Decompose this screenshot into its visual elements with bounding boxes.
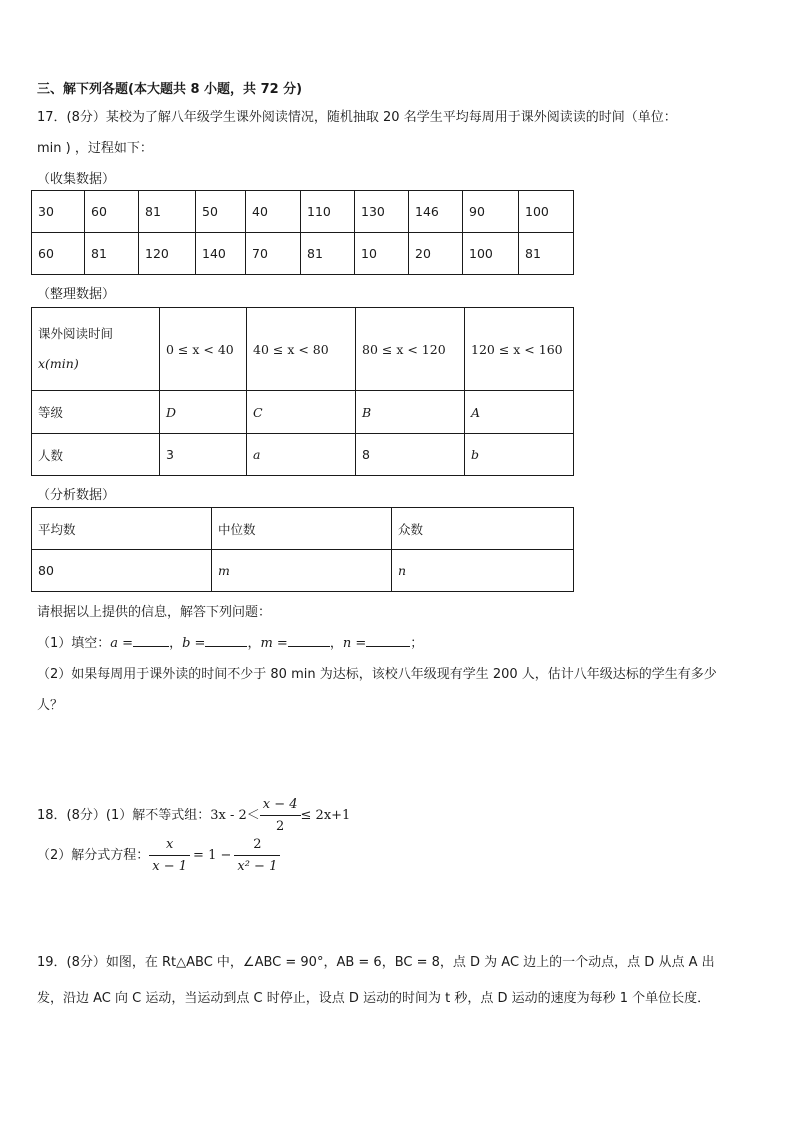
part1-prefix: （1）填空：	[37, 636, 111, 651]
q17-part1: （1）填空：a = ，b = ，m = ，n = ；	[37, 636, 424, 651]
range-cell: 120 ≤ x < 160	[465, 308, 574, 391]
count-cell: b	[465, 434, 574, 476]
fraction-denominator: 2	[276, 819, 285, 834]
table-cell: 81	[301, 233, 355, 275]
table-row	[32, 191, 574, 233]
organize-data-label: （整理数据）	[37, 287, 116, 302]
range-cell: 80 ≤ x < 120	[356, 308, 465, 391]
collect-data-table	[31, 190, 574, 275]
count-cell: a	[247, 434, 356, 476]
fraction-numerator: x − 4	[260, 796, 301, 816]
q18-line2	[37, 836, 280, 876]
table-cell: 70	[246, 233, 301, 275]
fraction-numerator: x	[149, 836, 190, 856]
table-cell: 130	[355, 191, 409, 233]
count-label: 人数	[32, 434, 160, 476]
table-row	[32, 434, 574, 476]
table-row	[32, 508, 574, 550]
table-cell: 40	[246, 191, 301, 233]
q18-line1	[37, 796, 350, 836]
var-m-label: m =	[260, 636, 288, 651]
table-cell: 80	[32, 550, 212, 592]
table-cell: 146	[409, 191, 463, 233]
q17-part2-line1: （2）如果每周用于课外读的时间不少于 80 min 为达标，该校八年级现有学生 200 人，估计八年级达标的学生有多少	[37, 667, 717, 682]
blank-m[interactable]	[288, 634, 330, 647]
table-cell: 90	[463, 191, 519, 233]
q18-line2-prefix: （2）解分式方程：	[37, 848, 150, 863]
table-cell: 10	[355, 233, 409, 275]
organize-data-table	[31, 307, 574, 476]
table-header-cell: 中位数	[212, 508, 392, 550]
q17-prompt: 请根据以上提供的信息，解答下列问题：	[37, 605, 272, 620]
inequality-fraction	[260, 796, 301, 835]
table-cell: n	[392, 550, 574, 592]
reading-time-unit: x(min)	[38, 356, 79, 371]
grade-cell: C	[247, 391, 356, 434]
table-row	[32, 550, 574, 592]
table-cell: 140	[196, 233, 246, 275]
table-header-cell: 平均数	[32, 508, 212, 550]
q19-line1: 19．(8分）如图，在 Rt△ABC 中，∠ABC = 90°，AB = 6，BC = 8，点 D 为 AC 边上的一个动点，点 D 从点 A 出	[37, 955, 715, 970]
range-cell: 40 ≤ x < 80	[247, 308, 356, 391]
collect-data-label: （收集数据）	[37, 172, 116, 187]
grade-cell: D	[160, 391, 247, 434]
fraction-denominator: x² − 1	[237, 859, 278, 874]
equation-left-fraction	[149, 836, 190, 875]
table-cell: 100	[463, 233, 519, 275]
table-cell: 110	[301, 191, 355, 233]
table-header-cell	[32, 308, 160, 391]
table-cell: 81	[139, 191, 196, 233]
grade-label: 等级	[32, 391, 160, 434]
count-cell: 3	[160, 434, 247, 476]
q17-part2-line2: 人？	[37, 698, 64, 713]
count-cell: 8	[356, 434, 465, 476]
var-a-label: a =	[110, 636, 134, 651]
equation-middle: = 1 −	[193, 848, 232, 863]
table-cell: 120	[139, 233, 196, 275]
grade-cell: B	[356, 391, 465, 434]
table-header-cell: 众数	[392, 508, 574, 550]
table-cell: 81	[519, 233, 574, 275]
table-cell: 50	[196, 191, 246, 233]
range-cell: 0 ≤ x < 40	[160, 308, 247, 391]
analyze-data-table	[31, 507, 574, 592]
table-cell: 100	[519, 191, 574, 233]
blank-b[interactable]	[205, 634, 247, 647]
table-row	[32, 391, 574, 434]
table-cell: 81	[85, 233, 139, 275]
blank-n[interactable]	[366, 634, 410, 647]
q17-text-line1: 17．(8分）某校为了解八年级学生课外阅读情况，随机抽取 20 名学生平均每周用于课外阅读读的时间（单位：	[37, 110, 677, 125]
table-row	[32, 308, 574, 391]
grade-cell: A	[465, 391, 574, 434]
inequality-left: 3x - 2＜	[210, 808, 260, 823]
var-n-label: n =	[342, 636, 367, 651]
table-cell: 60	[32, 233, 85, 275]
var-b-label: b =	[182, 636, 206, 651]
table-cell: 20	[409, 233, 463, 275]
q17-text-line2: min ) ，过程如下：	[37, 141, 153, 156]
reading-time-label: 课外阅读时间	[38, 326, 114, 341]
q19-line2: 发，沿边 AC 向 C 运动，当运动到点 C 时停止，设点 D 运动的时间为 t 秒，点 D 运动的速度为每秒 1 个单位长度．	[37, 991, 711, 1006]
q18-line1-prefix: 18．(8分）(1）解不等式组：	[37, 808, 211, 823]
section-title: 三、解下列各题(本大题共 8 小题，共 72 分)	[37, 82, 303, 97]
table-cell: m	[212, 550, 392, 592]
table-cell: 60	[85, 191, 139, 233]
fraction-denominator: x − 1	[152, 859, 188, 874]
table-row	[32, 233, 574, 275]
blank-a[interactable]	[133, 634, 169, 647]
inequality-right: ≤ 2x+1	[300, 808, 351, 823]
table-cell: 30	[32, 191, 85, 233]
analyze-data-label: （分析数据）	[37, 488, 116, 503]
fraction-numerator: 2	[234, 836, 280, 856]
equation-right-fraction	[234, 836, 280, 875]
